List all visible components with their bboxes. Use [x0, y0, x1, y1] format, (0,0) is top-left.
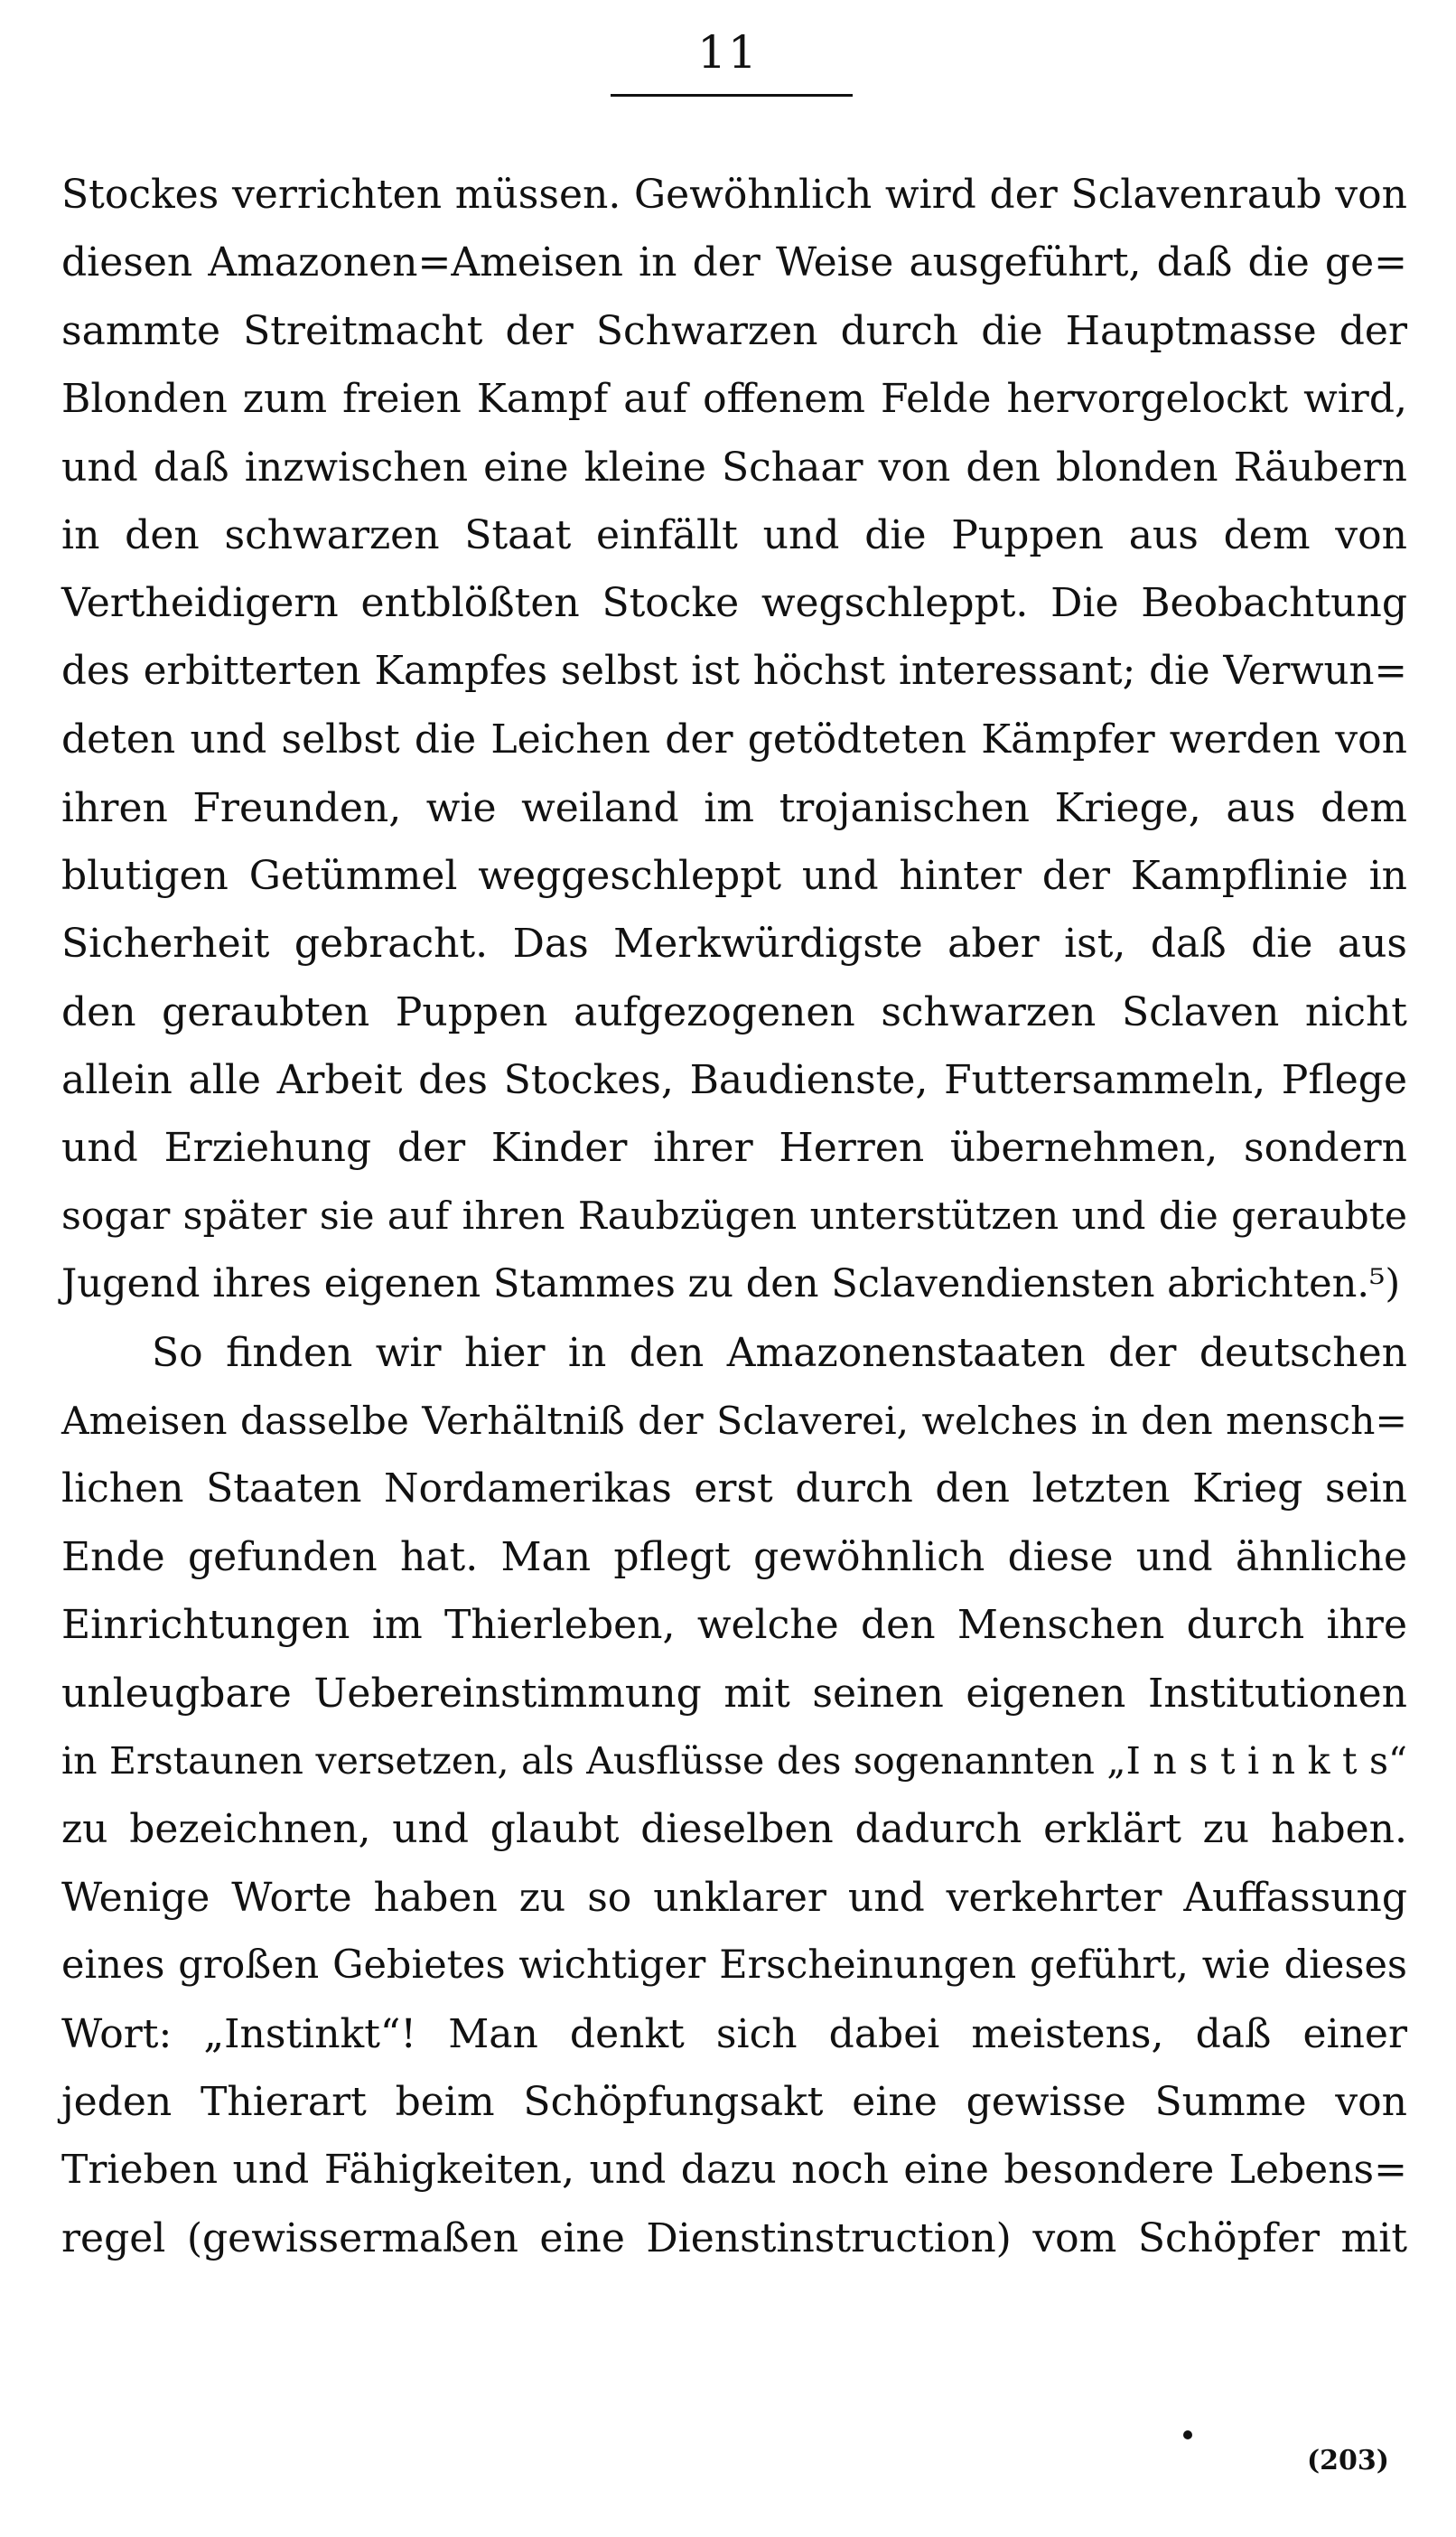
text-line: Sicherheit gebracht. Das Merkwürdigste aber ist, daß die aus: [61, 921, 1407, 968]
text-line: den geraubten Puppen aufgezogenen schwarzen Sclaven nicht: [61, 988, 1407, 1035]
header-rule: [611, 94, 853, 97]
text-line: zu bezeichnen, und glaubt dieselben dadurch erklärt zu haben.: [61, 1806, 1407, 1853]
page-number: 11: [697, 26, 759, 79]
text-line: Wenige Worte haben zu so unklarer und verkehrter Auffassung: [61, 1874, 1407, 1921]
text-line: des erbitterten Kampfes selbst ist höchst interessant; die Verwun=: [61, 648, 1407, 694]
text-line: Jugend ihres eigenen Stammes zu den Sclavendiensten abrichten.⁵): [61, 1261, 1401, 1307]
text-line: blutigen Getümmel weggeschleppt und hinter der Kampflinie in: [61, 852, 1407, 899]
text-line: in Erstaunen versetzen, als Ausflüsse des sogenannten „I n s t i n k t s“: [61, 1738, 1407, 1783]
text-line: Ameisen dasselbe Verhältniß der Sclaverei, welches in den mensch=: [61, 1399, 1407, 1444]
text-line: ihren Freunden, wie weiland im trojanischen Kriege, aus dem: [61, 784, 1407, 831]
text-line: allein alle Arbeit des Stockes, Baudienste, Futtersammeln, Pflege: [61, 1057, 1407, 1104]
text-line: eines großen Gebietes wichtiger Erscheinungen geführt, wie dieses: [61, 1943, 1407, 1989]
text-line: sogar später sie auf ihren Raubzügen unterstützen und die geraubte: [61, 1194, 1407, 1239]
text-line: deten und selbst die Leichen der getödteten Kämpfer werden von: [61, 716, 1407, 763]
text-line: Wort: „Instinkt“! Man denkt sich dabei meistens, daß einer: [61, 2010, 1407, 2057]
text-line: in den schwarzen Staat einfällt und die Puppen aus dem von: [61, 511, 1407, 558]
text-line: Ende gefunden hat. Man pflegt gewöhnlich diese und ähnliche: [61, 1533, 1407, 1580]
text-line: jeden Thierart beim Schöpfungsakt eine gewisse Summe von: [61, 2078, 1407, 2125]
text-line: Einrichtungen im Thierleben, welche den Menschen durch ihre: [61, 1602, 1407, 1649]
text-line: und Erziehung der Kinder ihrer Herren übernehmen, sondern: [61, 1125, 1407, 1172]
text-line: Vertheidigern entblößten Stocke wegschleppt. Die Beobachtung: [61, 580, 1407, 627]
body-text: [61, 161, 1407, 2272]
text-line: lichen Staaten Nordamerikas erst durch den letzten Krieg sein: [61, 1465, 1407, 1512]
text-line: regel (gewissermaßen eine Dienstinstruction) vom Schöpfer mit: [61, 2214, 1407, 2261]
signature-mark: (203): [1306, 2445, 1389, 2476]
text-line: und daß inzwischen eine kleine Schaar von den blonden Räubern: [61, 444, 1407, 491]
text-line: Trieben und Fähigkeiten, und dazu noch eine besondere Lebens=: [61, 2147, 1407, 2194]
text-line: sammte Streitmacht der Schwarzen durch die Hauptmasse der: [61, 307, 1407, 354]
text-line: Blonden zum freien Kampf auf offenem Felde hervorgelockt wird,: [61, 376, 1407, 423]
ink-dot: [1183, 2430, 1192, 2439]
text-line: Stockes verrichten müssen. Gewöhnlich wird der Sclavenraub von: [61, 172, 1407, 218]
text-line: unleugbare Uebereinstimmung mit seinen eigenen Institutionen: [61, 1670, 1407, 1717]
text-line: So finden wir hier in den Amazonenstaaten der deutschen: [152, 1329, 1407, 1376]
text-line: diesen Amazonen=Ameisen in der Weise ausgeführt, daß die ge=: [61, 239, 1407, 286]
